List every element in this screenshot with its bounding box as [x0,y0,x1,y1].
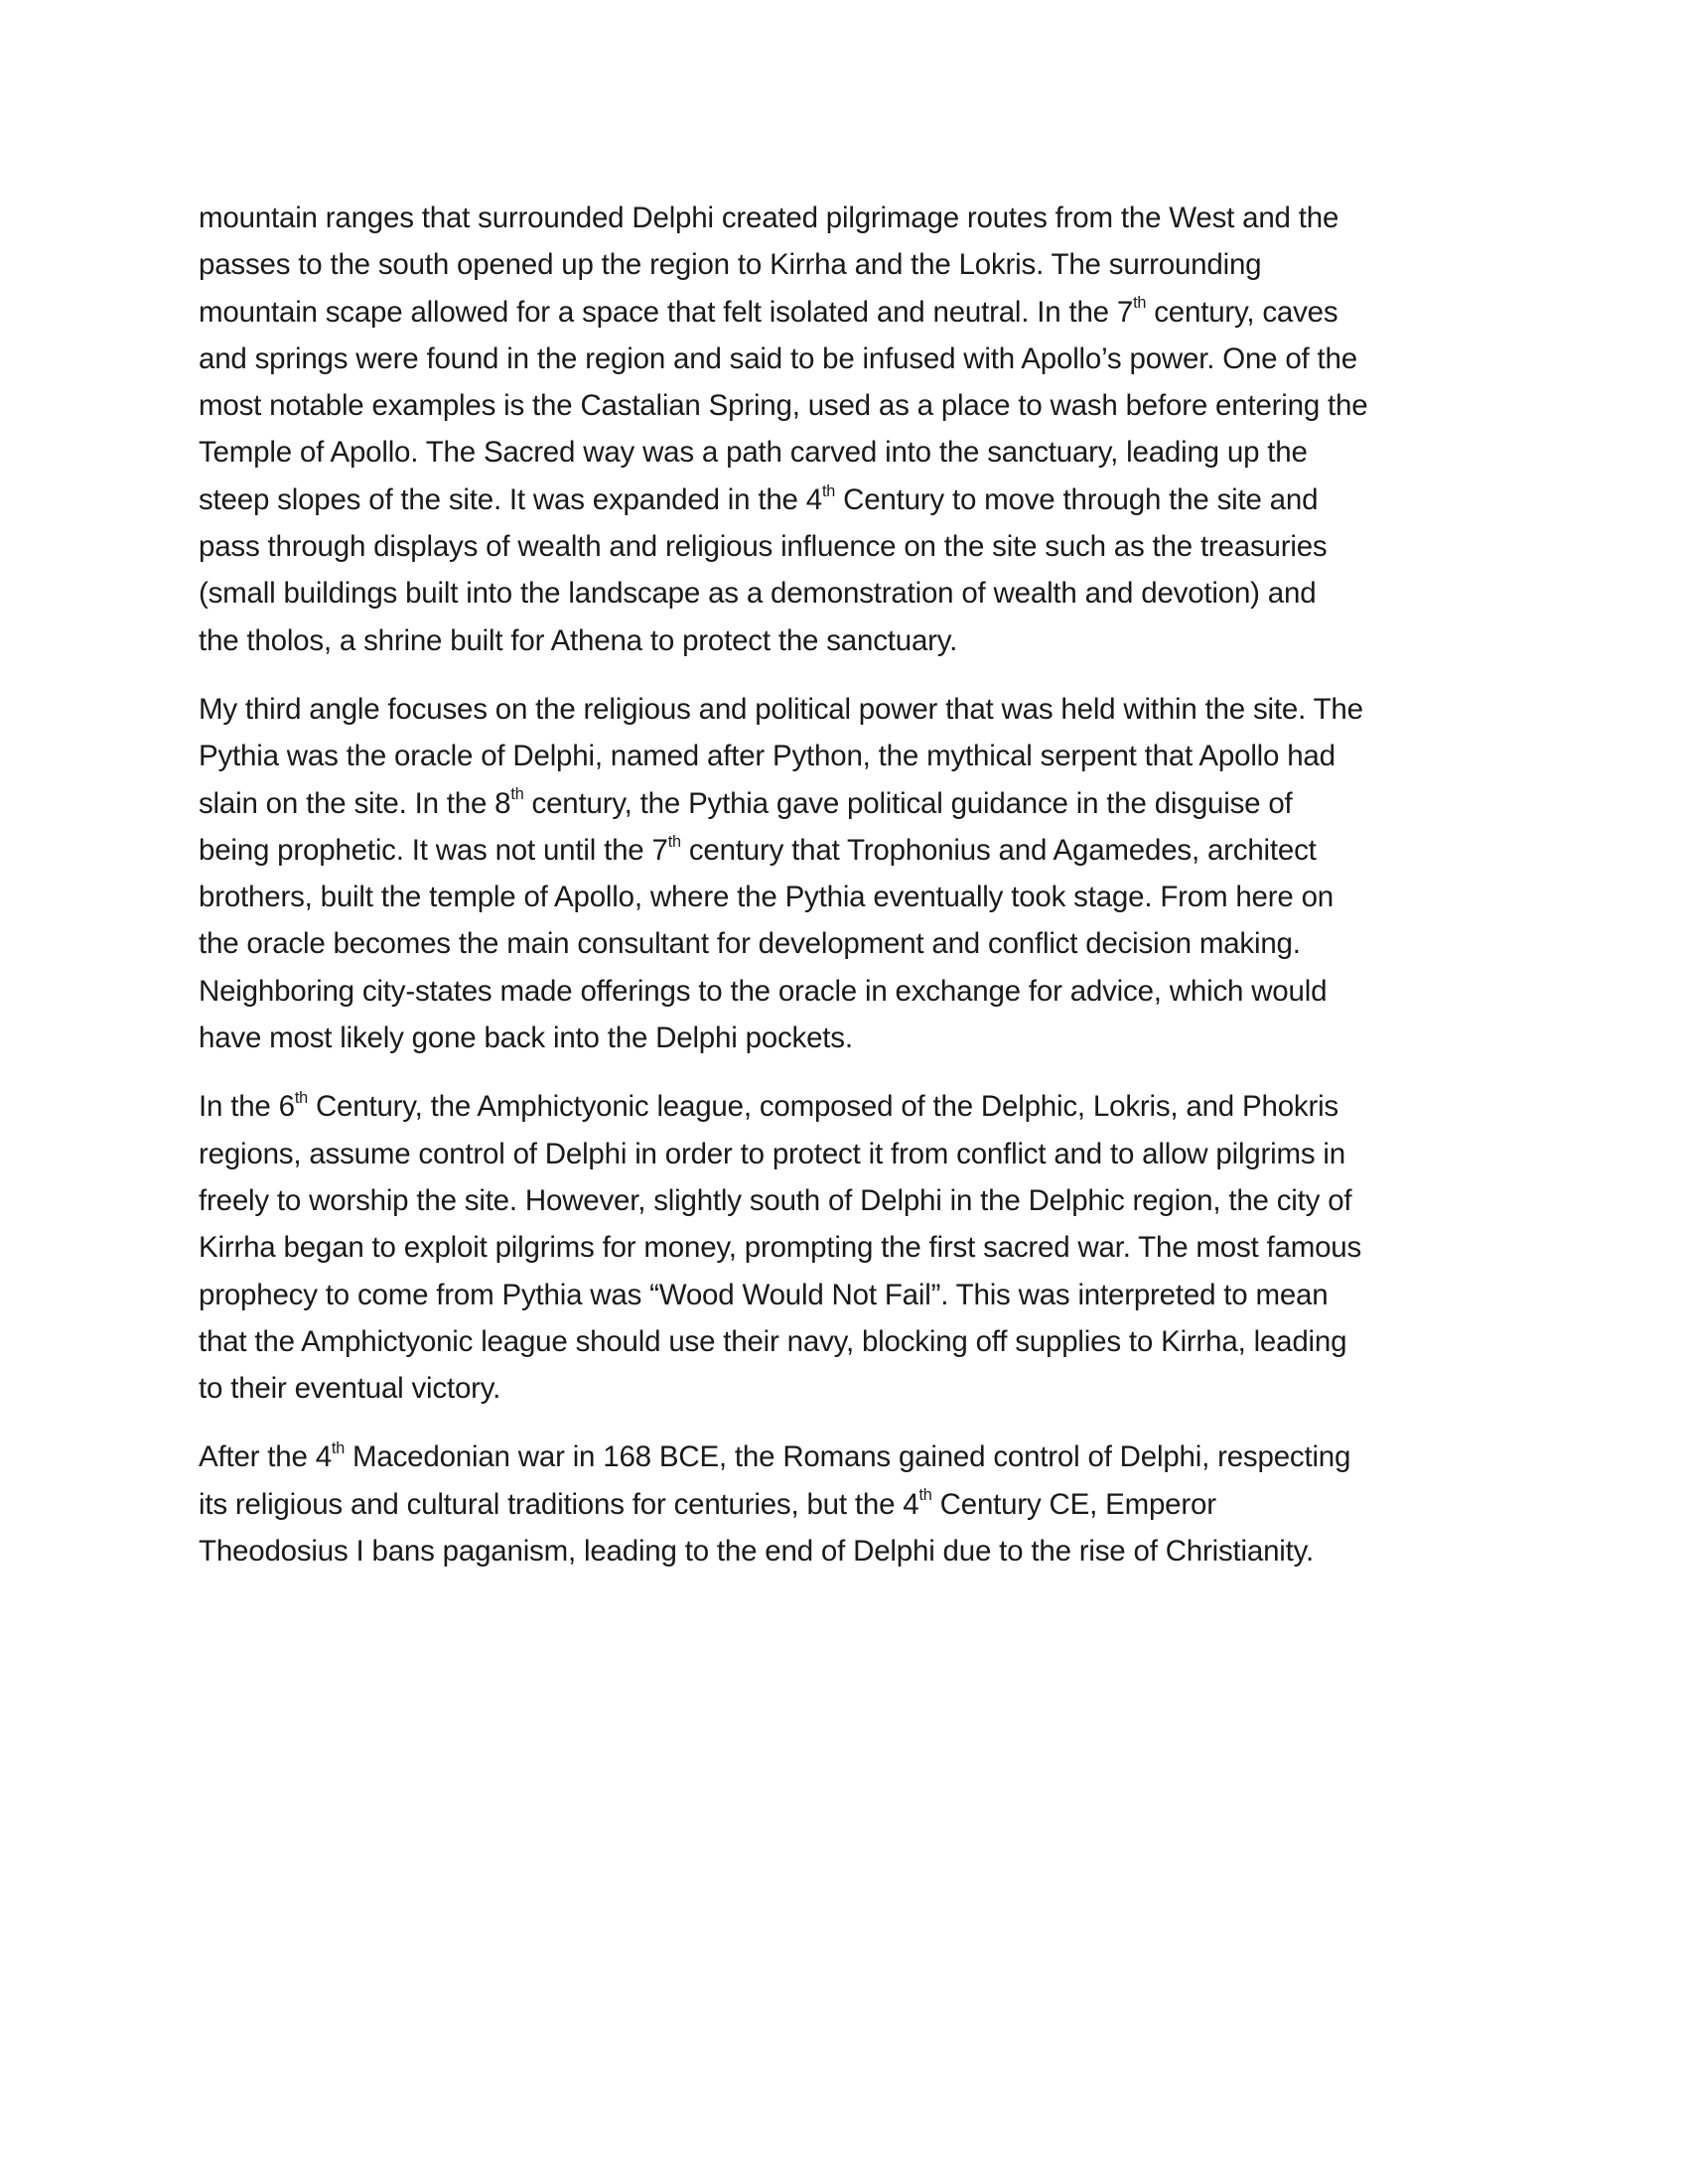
text-run: regions, assume control of Delphi in order to protect it from conflict and to allow pilgrims in [199,1137,1345,1170]
text-run: Temple of Apollo. The Sacred way was a path carved into the sanctuary, leading up the [199,436,1308,470]
text-run: Century, the Amphictyonic league, composed of the Delphic, Lokris, and Phokris [307,1090,1338,1124]
text-line [199,382,1499,429]
ordinal-superscript: th [510,785,524,804]
text-run: Century to move through the site and [835,482,1319,516]
text-run: century, caves [1146,295,1338,329]
text-line [199,241,1499,288]
text-line [199,1131,1499,1177]
text-line [199,1015,1499,1061]
text-run: (small buildings built into the landscape as a demonstration of wealth and devotion) and [199,577,1317,611]
text-line [199,1272,1499,1318]
text-run: to their eventual victory. [199,1372,501,1406]
ordinal-superscript: th [331,1439,346,1458]
text-run: have most likely gone back into the Delphi pockets. [199,1022,853,1055]
text-line [199,968,1499,1015]
text-run: Pythia was the oracle of Delphi, named after Python, the mythical serpent that Apollo had [199,740,1336,773]
text-line [199,920,1499,967]
text-run: pass through displays of wealth and religious influence on the site such as the treasuries [199,530,1328,564]
text-run: Theodosius I bans paganism, leading to the end of Delphi due to the rise of Christianity. [199,1535,1315,1569]
text-line [199,1433,1499,1480]
ordinal-superscript: th [667,832,681,851]
ordinal-superscript: th [1133,294,1147,313]
text-run: steep slopes of the site. It was expanded in the 4 [199,482,822,516]
text-line [199,1365,1499,1412]
text-run: that the Amphictyonic league should use their navy, blocking off supplies to Kirrha, leading [199,1324,1347,1358]
text-line [199,1083,1499,1130]
text-line [199,289,1499,336]
text-run: Kirrha began to exploit pilgrims for money, prompting the first sacred war. The most famous [199,1231,1362,1265]
text-run: mountain scape allowed for a space that felt isolated and neutral. In the 7 [199,295,1134,329]
text-run: Neighboring city-states made offerings to the oracle in exchange for advice, which would [199,974,1328,1008]
text-line [199,1528,1499,1574]
text-run: most notable examples is the Castalian Spring, used as a place to wash before entering the [199,389,1368,423]
text-line [199,570,1499,616]
ordinal-superscript: th [821,481,836,500]
text-run: My third angle focuses on the religious and political power that was held within the site. The [199,692,1363,726]
paragraph [199,1433,1499,1574]
text-line [199,827,1499,874]
text-line [199,429,1499,476]
text-line [199,195,1499,241]
paragraph [199,195,1499,664]
text-run: passes to the south opened up the region to Kirrha and the Lokris. The surrounding [199,248,1262,282]
text-line [199,617,1499,664]
text-run: the tholos, a shrine built for Athena to protect the sanctuary. [199,623,958,657]
paragraph [199,1083,1499,1412]
paragraph [199,686,1499,1061]
text-run: the oracle becomes the main consultant for development and conflict decision making. [199,927,1301,961]
ordinal-superscript: th [294,1089,308,1108]
text-line [199,733,1499,779]
text-run: being prophetic. It was not until the 7 [199,833,668,867]
text-run: and springs were found in the region and said to be infused with Apollo’s power. One of the [199,341,1357,375]
ordinal-superscript: th [918,1486,932,1505]
text-run: Macedonian war in 168 BCE, the Romans gained control of Delphi, respecting [345,1440,1351,1474]
text-line [199,336,1499,382]
text-line [199,477,1499,523]
text-line [199,874,1499,920]
text-run: mountain ranges that surrounded Delphi created pilgrimage routes from the West and the [199,202,1339,234]
text-line [199,780,1499,827]
document-body [199,195,1499,1596]
text-line [199,686,1499,733]
text-run: In the 6 [199,1090,295,1124]
text-run: century that Trophonius and Agamedes, architect [680,833,1317,867]
text-line [199,1224,1499,1271]
text-line [199,1481,1499,1528]
text-run: freely to worship the site. However, slightly south of Delphi in the Delphic region, the city of [199,1183,1352,1217]
text-line [199,523,1499,570]
text-run: its religious and cultural traditions for centuries, but the 4 [199,1487,919,1521]
text-run: century, the Pythia gave political guidance in the disguise of [523,786,1293,820]
text-run: slain on the site. In the 8 [199,786,511,820]
text-run: After the 4 [199,1440,332,1474]
text-run: brothers, built the temple of Apollo, where the Pythia eventually took stage. From here on [199,881,1334,914]
text-run: prophecy to come from Pythia was “Wood Would Not Fail”. This was interpreted to mean [199,1278,1329,1311]
text-run: Century CE, Emperor [931,1487,1216,1521]
text-line [199,1318,1499,1365]
text-line [199,1177,1499,1224]
